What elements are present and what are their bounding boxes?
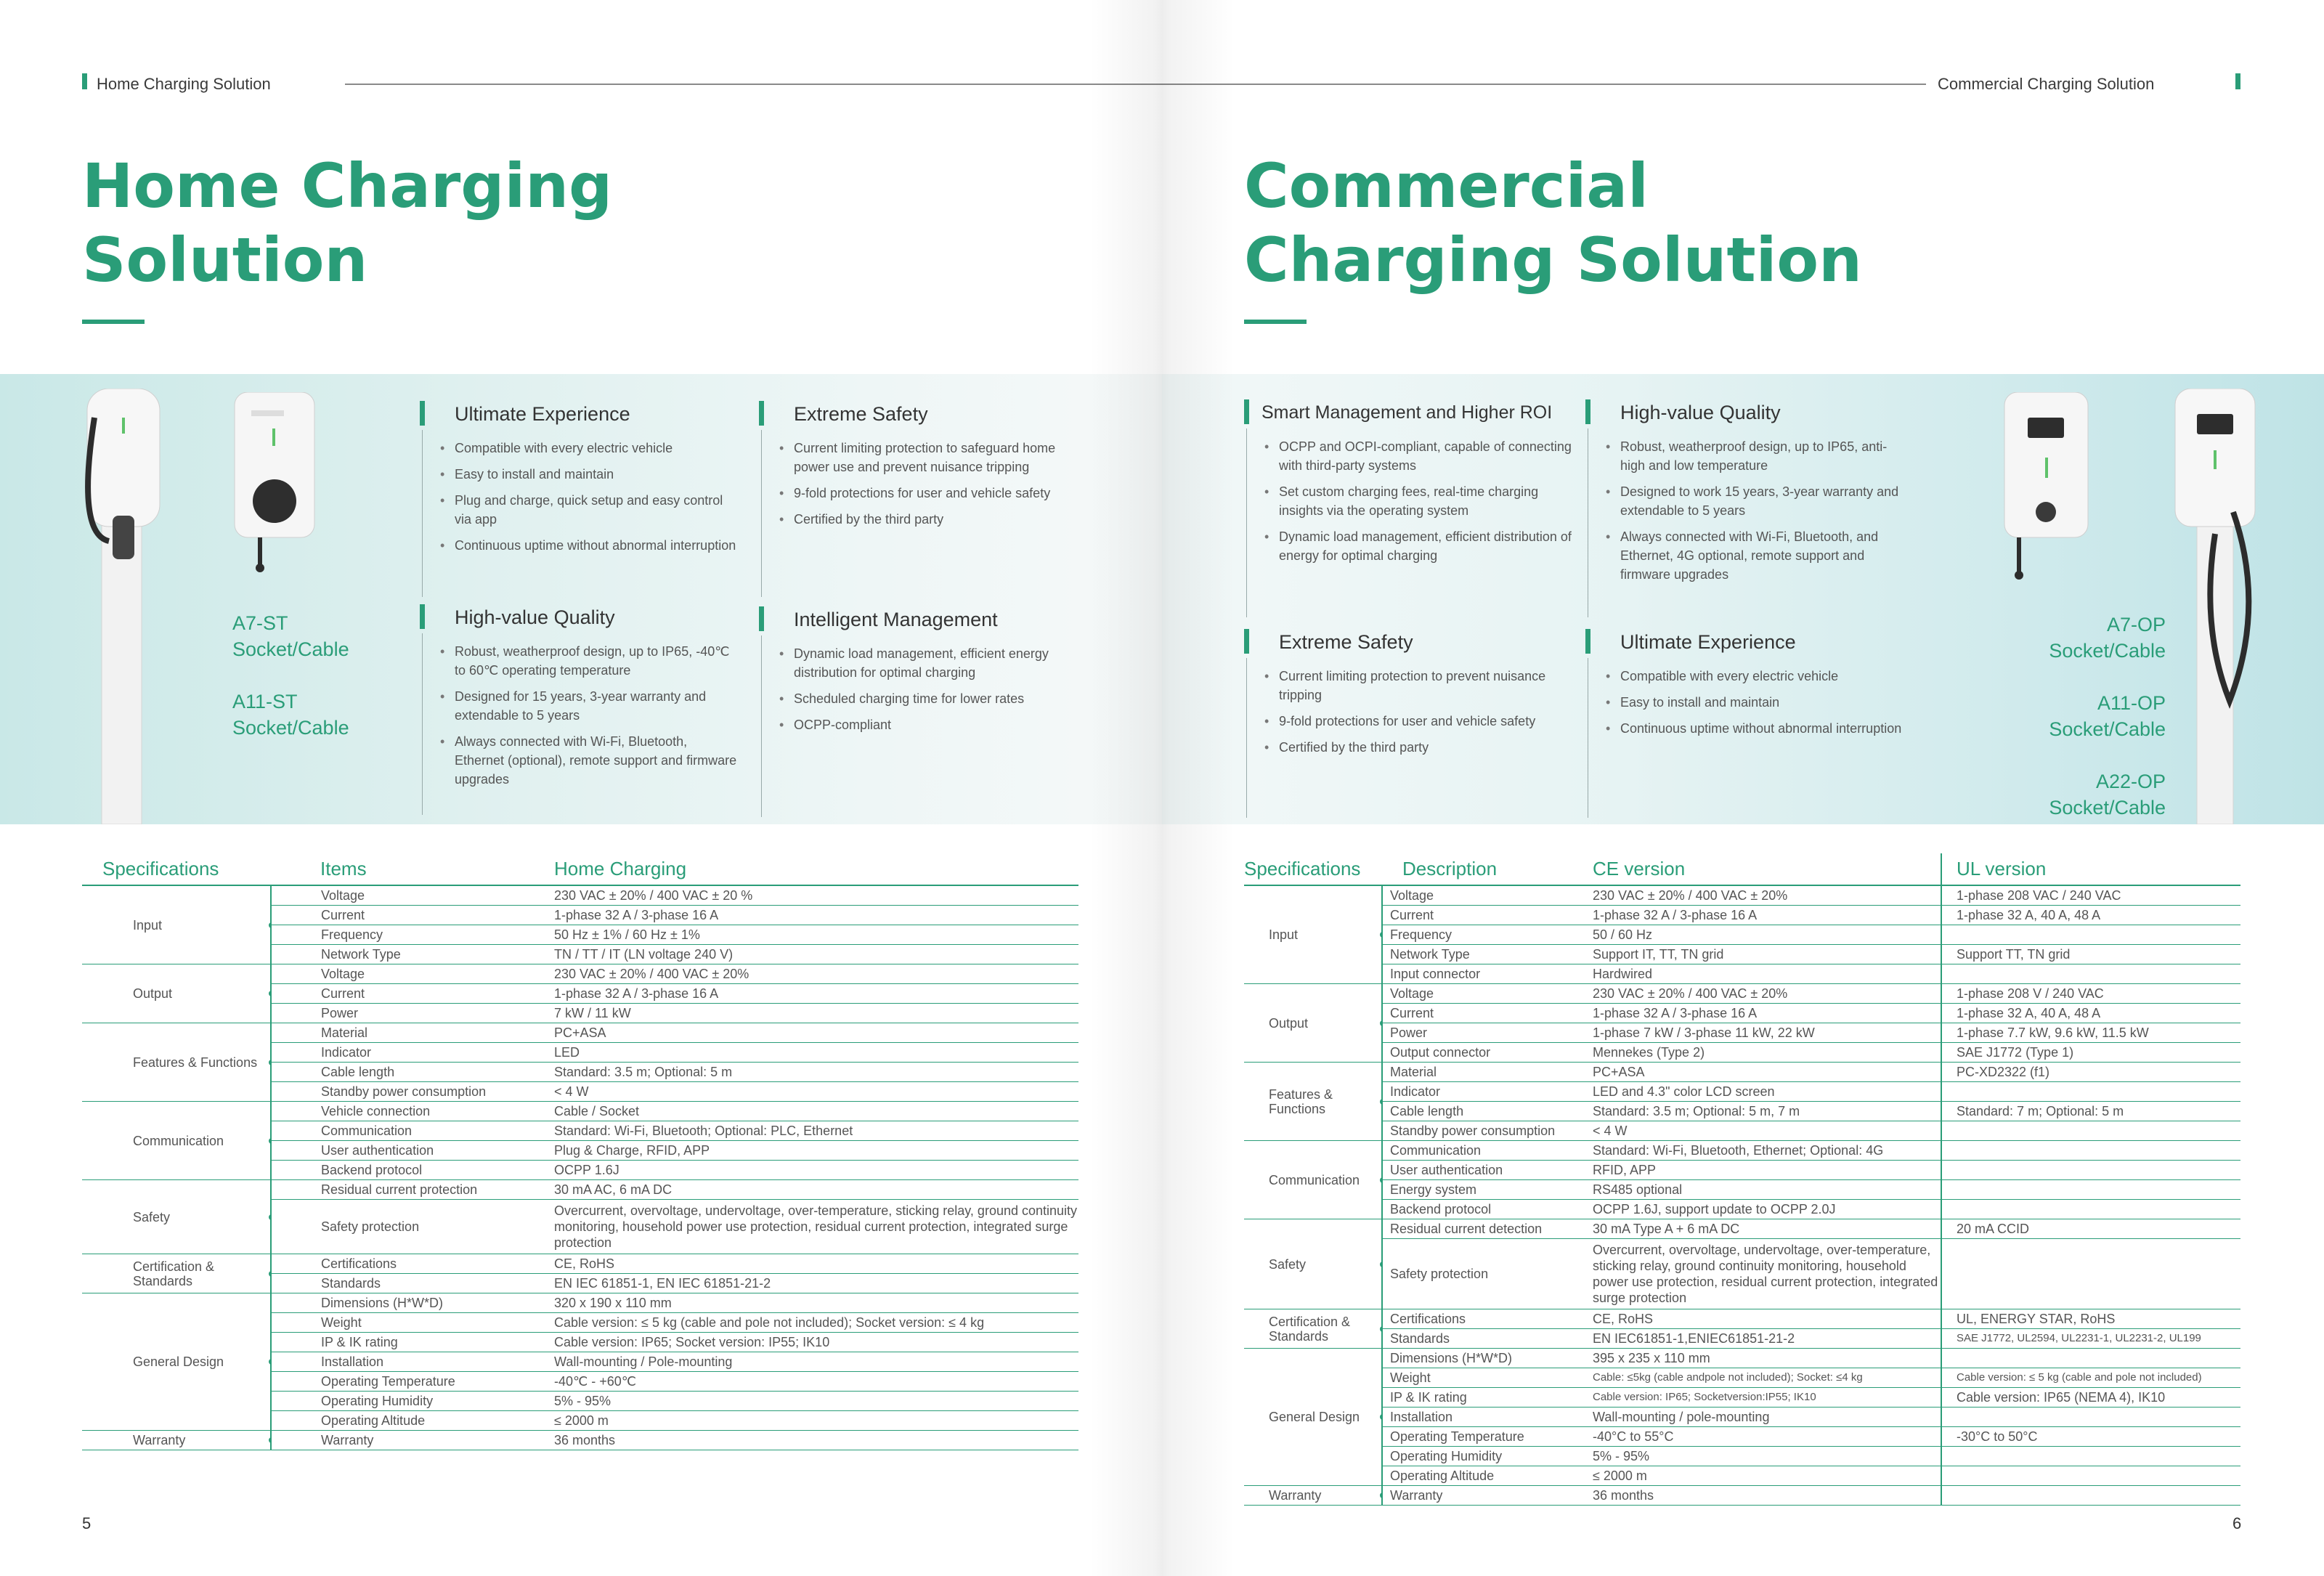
table-header: Home Charging bbox=[554, 853, 1078, 885]
feature-item: • Scheduled charging time for lower rates bbox=[794, 689, 1064, 708]
spec-item: Dimensions (H*W*D) bbox=[1382, 1349, 1593, 1368]
spec-item: Warranty bbox=[271, 1431, 554, 1450]
feature-high-value-quality bbox=[1585, 399, 1905, 591]
table-row bbox=[82, 1293, 1078, 1313]
spec-value: 36 months bbox=[554, 1431, 1078, 1450]
spec-value: TN / TT / IT (LN voltage 240 V) bbox=[554, 945, 1078, 964]
spec-value bbox=[1941, 964, 2240, 984]
table-row bbox=[1244, 984, 2240, 1004]
feature-marker bbox=[1244, 629, 1249, 654]
spec-item: Output connector bbox=[1382, 1043, 1593, 1063]
model-variant: Socket/Cable bbox=[232, 717, 349, 739]
commercial-wallbox-image bbox=[2001, 392, 2092, 581]
spec-item: Standby power consumption bbox=[271, 1082, 554, 1102]
spec-value: 1-phase 32 A, 40 A, 48 A bbox=[1941, 906, 2240, 925]
spec-value: OCPP 1.6J bbox=[554, 1161, 1078, 1180]
title-line: Home Charging bbox=[82, 150, 613, 222]
feature-ultimate-experience bbox=[420, 401, 739, 562]
feature-item: • Always connected with Wi-Fi, Bluetooth, Ethernet (optional), remote support and firmware upgrades bbox=[455, 732, 739, 789]
spec-value: Cable version: IP65 (NEMA 4), IK10 bbox=[1941, 1388, 2240, 1408]
title-line: Charging Solution bbox=[1244, 224, 1862, 296]
spec-category: Warranty bbox=[82, 1431, 271, 1450]
table-header: CE version bbox=[1593, 853, 1941, 885]
table-header: Specifications bbox=[1244, 853, 1382, 885]
spec-value bbox=[1941, 1082, 2240, 1102]
feature-rule bbox=[422, 633, 423, 815]
spec-value: 1-phase 32 A / 3-phase 16 A bbox=[554, 906, 1078, 925]
spec-item: Backend protocol bbox=[271, 1161, 554, 1180]
table-row bbox=[1244, 1043, 2240, 1063]
feature-item: • 9-fold protections for user and vehicle safety bbox=[794, 484, 1064, 503]
table-row bbox=[1244, 885, 2240, 906]
spec-value: -40°C to 55°C bbox=[1593, 1427, 1941, 1447]
spec-value bbox=[1941, 1200, 2240, 1219]
feature-item: • Compatible with every electric vehicle bbox=[455, 439, 739, 458]
feature-marker bbox=[759, 606, 764, 631]
table-row bbox=[82, 964, 1078, 984]
feature-title: High-value Quality bbox=[455, 606, 615, 628]
home-spec-table bbox=[82, 853, 1078, 1450]
table-row bbox=[1244, 906, 2240, 925]
spec-value: 36 months bbox=[1593, 1486, 1941, 1506]
table-row bbox=[82, 1254, 1078, 1274]
spec-category: General Design bbox=[1244, 1349, 1382, 1486]
spec-item: Operating Humidity bbox=[1382, 1447, 1593, 1466]
spec-value: SAE J1772 (Type 1) bbox=[1941, 1043, 2240, 1063]
feature-item: • Easy to install and maintain bbox=[1620, 693, 1905, 712]
table-row bbox=[82, 885, 1078, 906]
spec-item: Frequency bbox=[271, 925, 554, 945]
spec-value: Overcurrent, overvoltage, undervoltage, over-temperature, sticking relay, ground continuity monitoring, household power use protection, residual current protection, integrated surge protection bbox=[554, 1200, 1078, 1254]
spec-value: 230 VAC ± 20% / 400 VAC ± 20% bbox=[1593, 885, 1941, 906]
spec-item: Vehicle connection bbox=[271, 1102, 554, 1121]
spec-item: Voltage bbox=[1382, 885, 1593, 906]
title-underline bbox=[82, 320, 145, 324]
spec-item: Indicator bbox=[271, 1043, 554, 1063]
feature-item: • Continuous uptime without abnormal interruption bbox=[455, 536, 739, 555]
table-header: Items bbox=[271, 853, 554, 885]
spec-value bbox=[1941, 1486, 2240, 1506]
spec-item: Voltage bbox=[1382, 984, 1593, 1004]
pole-charger-image bbox=[80, 389, 174, 824]
spec-item: Current bbox=[1382, 906, 1593, 925]
spec-item: Residual current detection bbox=[1382, 1219, 1593, 1239]
spec-value: EN IEC61851-1,ENIEC61851-21-2 bbox=[1593, 1329, 1941, 1349]
spec-value: < 4 W bbox=[1593, 1121, 1941, 1141]
title-line: Commercial bbox=[1244, 150, 1649, 222]
spec-value: 1-phase 32 A / 3-phase 16 A bbox=[1593, 906, 1941, 925]
feature-item: • Easy to install and maintain bbox=[455, 465, 739, 484]
spec-value: PC+ASA bbox=[554, 1023, 1078, 1043]
spec-value: 30 mA Type A + 6 mA DC bbox=[1593, 1219, 1941, 1239]
feature-rule bbox=[422, 430, 423, 597]
feature-item: • Certified by the third party bbox=[1279, 738, 1578, 757]
spec-category: Features & Functions bbox=[1244, 1063, 1382, 1141]
spec-value: 50 / 60 Hz bbox=[1593, 925, 1941, 945]
spec-category: Communication bbox=[82, 1102, 271, 1180]
table-row bbox=[1244, 1349, 2240, 1368]
spec-item: Current bbox=[1382, 1004, 1593, 1023]
feature-title: Extreme Safety bbox=[794, 403, 928, 425]
spec-category: Safety bbox=[82, 1180, 271, 1254]
spec-item: IP & IK rating bbox=[271, 1333, 554, 1352]
table-row bbox=[1244, 1239, 2240, 1309]
spec-value: Wall-mounting / Pole-mounting bbox=[554, 1352, 1078, 1372]
page-title bbox=[82, 149, 612, 297]
feature-item: • Certified by the third party bbox=[794, 510, 1064, 529]
spec-value: Plug & Charge, RFID, APP bbox=[554, 1141, 1078, 1161]
spec-value: 30 mA AC, 6 mA DC bbox=[554, 1180, 1078, 1200]
spec-value: Support TT, TN grid bbox=[1941, 945, 2240, 964]
spec-value: RFID, APP bbox=[1593, 1161, 1941, 1180]
spec-value: 1-phase 7.7 kW, 9.6 kW, 11.5 kW bbox=[1941, 1023, 2240, 1043]
spec-value: Standard: Wi-Fi, Bluetooth; Optional: PLC, Ethernet bbox=[554, 1121, 1078, 1141]
spec-item: Network Type bbox=[1382, 945, 1593, 964]
spec-value: Cable / Socket bbox=[554, 1102, 1078, 1121]
spec-item: User authentication bbox=[271, 1141, 554, 1161]
spec-item: Installation bbox=[1382, 1408, 1593, 1427]
spec-item: Operating Altitude bbox=[271, 1411, 554, 1431]
spec-item: Standby power consumption bbox=[1382, 1121, 1593, 1141]
spec-value: ≤ 2000 m bbox=[1593, 1466, 1941, 1486]
running-head-marker bbox=[2235, 73, 2240, 89]
model-name: A7-ST bbox=[232, 612, 288, 634]
spec-value: Standard: 3.5 m; Optional: 5 m, 7 m bbox=[1593, 1102, 1941, 1121]
feature-item: • OCPP-compliant bbox=[794, 715, 1064, 734]
feature-title: High-value Quality bbox=[1620, 402, 1781, 423]
table-row bbox=[1244, 1141, 2240, 1161]
spec-item: Warranty bbox=[1382, 1486, 1593, 1506]
spec-value: Hardwired bbox=[1593, 964, 1941, 984]
page-number: 5 bbox=[82, 1514, 92, 1532]
spec-category: Safety bbox=[1244, 1219, 1382, 1309]
feature-ultimate-experience bbox=[1585, 629, 1905, 745]
feature-intelligent-management bbox=[759, 606, 1064, 742]
table-row bbox=[1244, 1004, 2240, 1023]
model-name: A7-OP bbox=[2106, 614, 2166, 635]
feature-item: • 9-fold protections for user and vehicle safety bbox=[1279, 712, 1578, 731]
feature-smart-management bbox=[1244, 399, 1578, 572]
spec-value bbox=[1941, 1349, 2240, 1368]
feature-extreme-safety bbox=[1244, 629, 1578, 764]
commercial-spec-table bbox=[1244, 853, 2240, 1506]
spec-value: 1-phase 208 VAC / 240 VAC bbox=[1941, 885, 2240, 906]
feature-item: • Robust, weatherproof design, up to IP65, -40℃ to 60℃ operating temperature bbox=[455, 642, 739, 680]
feature-rule bbox=[761, 430, 762, 597]
table-row bbox=[1244, 1063, 2240, 1082]
table-row bbox=[1244, 964, 2240, 984]
spec-value: Cable version: ≤ 5 kg (cable and pole not included) bbox=[1941, 1368, 2240, 1388]
spec-item: Network Type bbox=[271, 945, 554, 964]
feature-item: • Current limiting protection to prevent nuisance tripping bbox=[1279, 667, 1578, 704]
spec-category: Features & Functions bbox=[82, 1023, 271, 1102]
feature-item: • OCPP and OCPI-compliant, capable of connecting with third-party systems bbox=[1279, 437, 1578, 475]
feature-item: • Set custom charging fees, real-time charging insights via the operating system bbox=[1279, 482, 1578, 520]
spec-value: SAE J1772, UL2594, UL2231-1, UL2231-2, UL199 bbox=[1941, 1329, 2240, 1349]
table-row bbox=[82, 1180, 1078, 1200]
table-row bbox=[1244, 1447, 2240, 1466]
spec-value: 1-phase 7 kW / 3-phase 11 kW, 22 kW bbox=[1593, 1023, 1941, 1043]
model-variant: Socket/Cable bbox=[2049, 640, 2166, 662]
spec-value: Standard: 3.5 m; Optional: 5 m bbox=[554, 1063, 1078, 1082]
spec-value: LED bbox=[554, 1043, 1078, 1063]
feature-marker bbox=[759, 401, 764, 426]
spec-item: Material bbox=[1382, 1063, 1593, 1082]
model-labels bbox=[1975, 612, 2166, 821]
header-rule bbox=[1162, 84, 1926, 85]
spec-value: Standard: Wi-Fi, Bluetooth, Ethernet; Optional: 4G bbox=[1593, 1141, 1941, 1161]
table-row bbox=[1244, 1219, 2240, 1239]
spec-item: Certifications bbox=[1382, 1309, 1593, 1329]
page-title bbox=[1244, 149, 1862, 297]
model-name: A11-ST bbox=[232, 691, 298, 712]
spec-value bbox=[1941, 1121, 2240, 1141]
spec-item: Communication bbox=[271, 1121, 554, 1141]
feature-title: Smart Management and Higher ROI bbox=[1261, 402, 1553, 423]
feature-title: Intelligent Management bbox=[794, 609, 998, 630]
spec-value: 5% - 95% bbox=[554, 1392, 1078, 1411]
feature-item: • Current limiting protection to safeguard home power use and prevent nuisance tripping bbox=[794, 439, 1064, 476]
spec-item: Operating Altitude bbox=[1382, 1466, 1593, 1486]
spec-value: 395 x 235 x 110 mm bbox=[1593, 1349, 1941, 1368]
spec-value bbox=[1941, 1408, 2240, 1427]
table-header: UL version bbox=[1941, 853, 2240, 885]
spec-value: -40℃ - +60℃ bbox=[554, 1372, 1078, 1392]
spec-item: Current bbox=[271, 906, 554, 925]
feature-rule bbox=[1246, 428, 1247, 617]
feature-item: • Designed for 15 years, 3-year warranty and extendable to 5 years bbox=[455, 687, 739, 725]
spec-item: Voltage bbox=[271, 885, 554, 906]
spec-item: Indicator bbox=[1382, 1082, 1593, 1102]
spec-category: Output bbox=[82, 964, 271, 1023]
spec-value bbox=[1941, 1466, 2240, 1486]
spec-value: Cable version: IP65; Socket version: IP55; IK10 bbox=[554, 1333, 1078, 1352]
spec-value: LED and 4.3" color LCD screen bbox=[1593, 1082, 1941, 1102]
spec-item: Standards bbox=[1382, 1329, 1593, 1349]
model-variant: Socket/Cable bbox=[2049, 718, 2166, 740]
table-row bbox=[1244, 1023, 2240, 1043]
spec-value bbox=[1941, 1141, 2240, 1161]
title-line: Solution bbox=[82, 224, 368, 296]
spec-value: 7 kW / 11 kW bbox=[554, 1004, 1078, 1023]
spec-value: CE, RoHS bbox=[554, 1254, 1078, 1274]
feature-item: • Dynamic load management, efficient distribution of energy for optimal charging bbox=[1279, 527, 1578, 565]
spec-value: 230 VAC ± 20% / 400 VAC ± 20% bbox=[554, 964, 1078, 984]
spec-value bbox=[1941, 1447, 2240, 1466]
table-row bbox=[1244, 1466, 2240, 1486]
spec-item: Weight bbox=[1382, 1368, 1593, 1388]
feature-item: • Always connected with Wi-Fi, Bluetooth, and Ethernet, 4G optional, remote support and firmware upgrades bbox=[1620, 527, 1905, 584]
model-name: A11-OP bbox=[2097, 692, 2166, 714]
spec-value: ≤ 2000 m bbox=[554, 1411, 1078, 1431]
spec-category: Input bbox=[1244, 885, 1382, 984]
running-head: Commercial Charging Solution bbox=[1938, 75, 2155, 93]
model-labels bbox=[232, 610, 349, 741]
feature-item: • Plug and charge, quick setup and easy control via app bbox=[455, 491, 739, 529]
spec-value: Standard: 7 m; Optional: 5 m bbox=[1941, 1102, 2240, 1121]
spec-item: Frequency bbox=[1382, 925, 1593, 945]
spec-item: Current bbox=[271, 984, 554, 1004]
spec-value: 50 Hz ± 1% / 60 Hz ± 1% bbox=[554, 925, 1078, 945]
page-number: 6 bbox=[2232, 1514, 2242, 1532]
table-row bbox=[82, 1023, 1078, 1043]
model-name: A22-OP bbox=[2095, 771, 2166, 792]
spec-item: Safety protection bbox=[271, 1200, 554, 1254]
feature-high-value-quality bbox=[420, 604, 739, 796]
feature-item: • Dynamic load management, efficient energy distribution for optimal charging bbox=[794, 644, 1064, 682]
spec-item: Installation bbox=[271, 1352, 554, 1372]
table-row bbox=[1244, 1082, 2240, 1102]
spec-value: RS485 optional bbox=[1593, 1180, 1941, 1200]
spec-value: < 4 W bbox=[554, 1082, 1078, 1102]
spec-value: Wall-mounting / pole-mounting bbox=[1593, 1408, 1941, 1427]
table-row bbox=[82, 1102, 1078, 1121]
spec-value: 230 VAC ± 20% / 400 VAC ± 20 % bbox=[554, 885, 1078, 906]
spec-value: 5% - 95% bbox=[1593, 1447, 1941, 1466]
table-row bbox=[1244, 925, 2240, 945]
feature-marker bbox=[420, 401, 425, 426]
table-row bbox=[1244, 1102, 2240, 1121]
feature-title: Ultimate Experience bbox=[1620, 631, 1796, 653]
feature-item: • Compatible with every electric vehicle bbox=[1620, 667, 1905, 686]
spec-item: Power bbox=[271, 1004, 554, 1023]
table-row bbox=[1244, 945, 2240, 964]
feature-marker bbox=[420, 604, 425, 629]
spec-category: Warranty bbox=[1244, 1486, 1382, 1506]
spec-item: Backend protocol bbox=[1382, 1200, 1593, 1219]
spec-item: Energy system bbox=[1382, 1180, 1593, 1200]
spec-value: PC+ASA bbox=[1593, 1063, 1941, 1082]
spec-item: Dimensions (H*W*D) bbox=[271, 1293, 554, 1313]
right-page bbox=[1162, 0, 2324, 1576]
spec-value: Mennekes (Type 2) bbox=[1593, 1043, 1941, 1063]
spec-item: Operating Temperature bbox=[271, 1372, 554, 1392]
feature-extreme-safety bbox=[759, 401, 1064, 536]
table-row bbox=[1244, 1486, 2240, 1506]
feature-title: Extreme Safety bbox=[1279, 631, 1413, 653]
spec-value: 1-phase 32 A / 3-phase 16 A bbox=[554, 984, 1078, 1004]
spec-item: Cable length bbox=[1382, 1102, 1593, 1121]
spec-value: 1-phase 208 V / 240 VAC bbox=[1941, 984, 2240, 1004]
spec-value: EN IEC 61851-1, EN IEC 61851-21-2 bbox=[554, 1274, 1078, 1293]
table-row bbox=[82, 1431, 1078, 1450]
table-row bbox=[1244, 1309, 2240, 1329]
table-header: Description bbox=[1382, 853, 1593, 885]
spec-item: Safety protection bbox=[1382, 1239, 1593, 1309]
table-row bbox=[1244, 1408, 2240, 1427]
spec-item: User authentication bbox=[1382, 1161, 1593, 1180]
spec-item: Operating Temperature bbox=[1382, 1427, 1593, 1447]
spec-category: Certification & Standards bbox=[82, 1254, 271, 1293]
feature-rule bbox=[761, 635, 762, 817]
spec-item: Input connector bbox=[1382, 964, 1593, 984]
spec-item: Power bbox=[1382, 1023, 1593, 1043]
model-variant: Socket/Cable bbox=[2049, 797, 2166, 819]
feature-marker bbox=[1585, 629, 1590, 654]
spec-value: OCPP 1.6J, support update to OCPP 2.0J bbox=[1593, 1200, 1941, 1219]
spec-value: 20 mA CCID bbox=[1941, 1219, 2240, 1239]
table-row bbox=[1244, 1161, 2240, 1180]
running-head: Home Charging Solution bbox=[97, 75, 271, 93]
spec-value: Cable: ≤5kg (cable andpole not included); Socket: ≤4 kg bbox=[1593, 1368, 1941, 1388]
spec-value bbox=[1941, 1180, 2240, 1200]
header-rule bbox=[345, 84, 1162, 85]
table-row bbox=[1244, 1368, 2240, 1388]
spec-value: Cable version: IP65; Socketversion:IP55; IK10 bbox=[1593, 1388, 1941, 1408]
table-row bbox=[1244, 1180, 2240, 1200]
feature-title: Ultimate Experience bbox=[455, 403, 630, 425]
spec-item: Standards bbox=[271, 1274, 554, 1293]
spec-value: CE, RoHS bbox=[1593, 1309, 1941, 1329]
spec-value: Overcurrent, overvoltage, undervoltage, over-temperature, sticking relay, ground continuity monitoring, household power use protection, residual current protection, integrated surge protection bbox=[1593, 1239, 1941, 1309]
spec-value: -30°C to 50°C bbox=[1941, 1427, 2240, 1447]
feature-item: • Continuous uptime without abnormal interruption bbox=[1620, 719, 1905, 738]
feature-marker bbox=[1585, 399, 1590, 424]
wallbox-image bbox=[231, 392, 318, 574]
spec-value bbox=[1941, 1161, 2240, 1180]
spec-value: 320 x 190 x 110 mm bbox=[554, 1293, 1078, 1313]
table-row bbox=[1244, 1388, 2240, 1408]
table-row bbox=[1244, 1200, 2240, 1219]
spec-item: Cable length bbox=[271, 1063, 554, 1082]
spec-item: IP & IK rating bbox=[1382, 1388, 1593, 1408]
title-underline bbox=[1244, 320, 1307, 324]
spec-item: Operating Humidity bbox=[271, 1392, 554, 1411]
spec-value bbox=[1941, 925, 2240, 945]
table-row bbox=[1244, 1121, 2240, 1141]
spec-category: Output bbox=[1244, 984, 1382, 1063]
table-row bbox=[1244, 1427, 2240, 1447]
model-variant: Socket/Cable bbox=[232, 638, 349, 660]
feature-marker bbox=[1244, 399, 1249, 424]
spec-item: Residual current protection bbox=[271, 1180, 554, 1200]
table-header: Specifications bbox=[82, 853, 271, 885]
spec-item: Voltage bbox=[271, 964, 554, 984]
spec-category: Communication bbox=[1244, 1141, 1382, 1219]
spec-category: General Design bbox=[82, 1293, 271, 1431]
feature-rule bbox=[1246, 658, 1247, 818]
spec-value: Support IT, TT, TN grid bbox=[1593, 945, 1941, 964]
spec-value bbox=[1941, 1239, 2240, 1309]
spec-item: Communication bbox=[1382, 1141, 1593, 1161]
spec-value: PC-XD2322 (f1) bbox=[1941, 1063, 2240, 1082]
spec-value: Cable version: ≤ 5 kg (cable and pole not included); Socket version: ≤ 4 kg bbox=[554, 1313, 1078, 1333]
table-row bbox=[1244, 1329, 2240, 1349]
commercial-pole-charger-image bbox=[2171, 389, 2259, 824]
spec-value: 1-phase 32 A / 3-phase 16 A bbox=[1593, 1004, 1941, 1023]
spec-value: 230 VAC ± 20% / 400 VAC ± 20% bbox=[1593, 984, 1941, 1004]
running-head-marker bbox=[82, 73, 87, 89]
spec-value: UL, ENERGY STAR, RoHS bbox=[1941, 1309, 2240, 1329]
feature-item: • Robust, weatherproof design, up to IP65, anti-high and low temperature bbox=[1620, 437, 1905, 475]
spec-value: 1-phase 32 A, 40 A, 48 A bbox=[1941, 1004, 2240, 1023]
spec-category: Certification & Standards bbox=[1244, 1309, 1382, 1349]
spec-item: Material bbox=[271, 1023, 554, 1043]
spec-item: Weight bbox=[271, 1313, 554, 1333]
feature-item: • Designed to work 15 years, 3-year warranty and extendable to 5 years bbox=[1620, 482, 1905, 520]
spec-category: Input bbox=[82, 885, 271, 964]
spec-item: Certifications bbox=[271, 1254, 554, 1274]
